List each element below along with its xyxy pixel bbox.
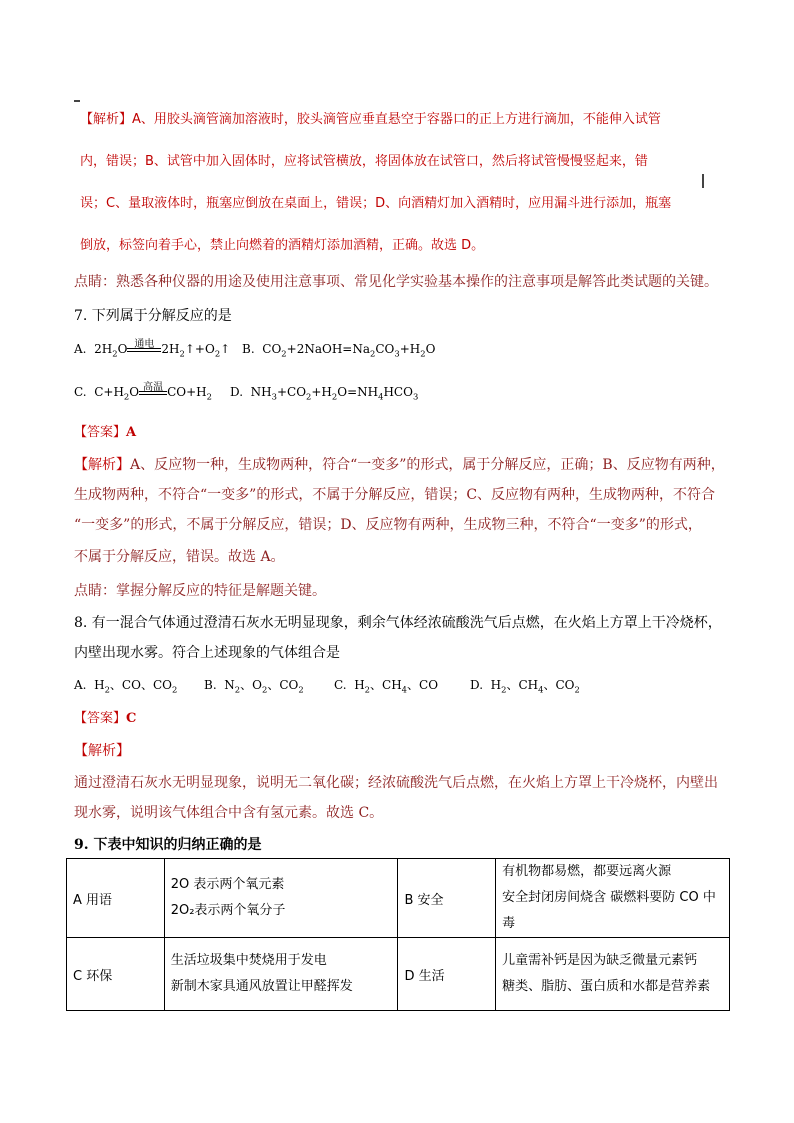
table-cell-value: 有机物都易燃，都要远离火源 安全封闭房间烧含 碳燃料要防 CO 中毒 [496,859,730,938]
analysis-6-line-3: 误；C、量取液体时，瓶塞应倒放在桌面上，错误；D、向酒精灯加入酒精时，应用漏斗进行添加，瓶塞 [80,196,672,211]
question-8-option-b: B. $N_2$、$O_2$、$CO_2$ [204,678,304,695]
answer-7: 【答案】A [74,425,137,440]
question-8-line-1: 8. 有一混合气体通过澄清石灰水无明显现象，剩余气体经浓硫酸洗气后点燃，在火焰上方罩上干冷烧杯， [74,615,722,631]
analysis-6-line-2: 内，错误；B、试管中加入固体时，应将试管横放，将固体放在试管口，然后将试管慢慢竖起来，错 [80,154,648,169]
table-cell-key: A 用语 [67,859,165,938]
question-7-option-a: A. $2H_2O$ 通电 $2H_2↑+O_2↑$ [74,339,231,359]
question-9-stem: 9. 下表中知识的归纳正确的是 [74,837,262,853]
question-8-option-c: C. $H_2$、$CH_4$、CO [334,678,439,695]
analysis-7-line-4: 不属于分解反应，错误。故选 A。 [74,549,285,565]
table-cell-value: 生活垃圾集中焚烧用于发电 新制木家具通风放置让甲醛挥发 [164,938,398,1011]
margin-mark [74,100,80,102]
text-cursor-mark [702,174,704,188]
analysis-7-line-1: 【解析】A、反应物一种，生成物两种，符合“一变多”的形式，属于分解反应，正确；B、反应物有两种， [74,457,725,473]
analysis-6-line-4: 倒放，标签向着手心，禁止向燃着的酒精灯添加酒精，正确。故选 D。 [80,238,485,253]
knowledge-table [66,858,730,1011]
question-7-option-c: C. $C+H_2O$ 高温 $CO+H_2$ [74,382,212,402]
analysis-8-line-1: 通过澄清石灰水无明显现象，说明无二氧化碳；经浓硫酸洗气后点燃，在火焰上方罩上干冷烧杯，内壁出 [74,775,718,791]
table-cell-value: 儿童需补钙是因为缺乏微量元素钙 糖类、脂肪、蛋白质和水都是营养素 [496,938,730,1011]
question-8-option-a: A. $H_2$、CO、$CO_2$ [74,678,178,695]
table-cell-key: B 安全 [398,859,496,938]
question-7-option-b: B. $CO_2+2NaOH=Na_2CO_3+H_2O$ [242,342,436,359]
table-cell-key: C 环保 [67,938,165,1011]
answer-8: 【答案】C [74,711,137,726]
tip-7: 点睛：掌握分解反应的特征是解题关键。 [74,583,326,599]
analysis-8-line-2: 现水雾，说明该气体组合中含有氢元素。故选 C。 [74,805,384,821]
tip-6: 点睛：熟悉各种仪器的用途及使用注意事项、常见化学实验基本操作的注意事项是解答此类试题的关键。 [74,274,718,290]
question-8-line-2: 内壁出现水雾。符合上述现象的气体组合是 [74,645,340,661]
analysis-7-line-2: 生成物两种，不符合“一变多”的形式，不属于分解反应，错误；C、反应物有两种，生成物两种，不符合 [74,487,716,503]
question-7-option-d: D. $NH_3+CO_2+H_2O=NH_4HCO_3$ [230,385,419,402]
analysis-7-line-3: “一变多”的形式，不属于分解反应，错误；D、反应物有两种，生成物三种，不符合“一变多”的形式， [74,517,702,533]
table-cell-key: D 生活 [398,938,496,1011]
question-8-option-d: D. $H_2$、$CH_4$、$CO_2$ [470,678,580,695]
table-row [67,859,730,938]
analysis-6-line-1: 【解析】A、用胶头滴管滴加溶液时，胶头滴管应垂直悬空于容器口的正上方进行滴加，不能伸入试管 [80,112,661,127]
question-7-stem: 7. 下列属于分解反应的是 [74,308,232,324]
table-row [67,938,730,1011]
analysis-label: 【解析】 [80,112,133,127]
table-cell-value: 2O 表示两个氧元素 2O₂表示两个氧分子 [164,859,398,938]
analysis-8-label: 【解析】 [74,743,130,759]
